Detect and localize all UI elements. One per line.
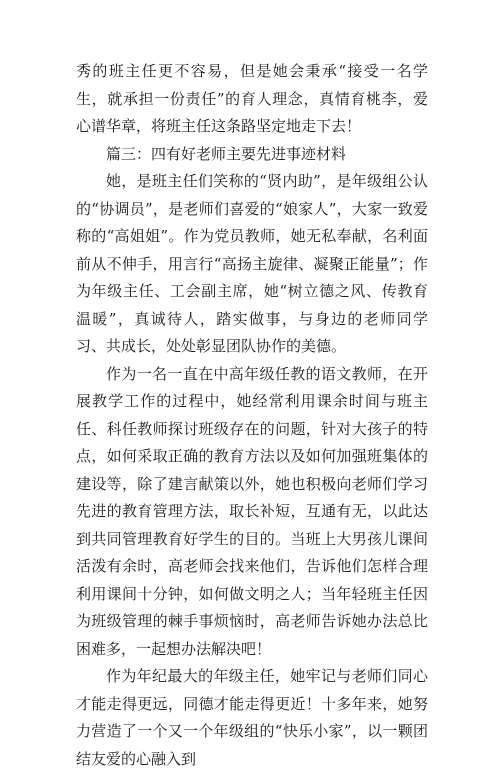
paragraph-leadership: 作为年纪最大的年级主任，她牢记与老师们同心才能走得更远，同德才能走得更近！十多年来，她努力营造了一个又一个年级组的“快乐小家”，以一颗团结友爱的心融入到 [76,667,428,768]
paragraph-teaching: 作为一名一直在中高年级任教的语文教师，在开展教学工作的过程中，她经常利用课余时间与班主任、科任教师探讨班级存在的问题，针对大孩子的特点，如何采取正确的教育方法以及如何加强班集体的建设等，除了建言献策以外，她也积极向老师们学习先进的教育管理方法，取长补短，互通有无，以此达到共同管理教育好学生的目的。当班上大男孩儿课间活泼有余时，高老师会找来他们，告诉他们怎样合理利用课间十分钟，如何做文明之人；当年轻班主任因为班级管理的棘手事烦恼时，高老师告诉她办法总比困难多，一起想办法解决吧！ [76,364,428,658]
document-body [76,58,428,773]
section-heading: 篇三：四有好老师主要先进事迹材料 [106,144,347,163]
paragraph-intro: 她，是班主任们笑称的“贤内助”，是年级组公认的“协调员”，是老师们喜爱的“娘家人”，大家一致爱称的“高姐姐”。作为党员教师，她无私奉献，名利面前从不伸手，用言行“高扬主旋律、凝聚正能量”；作为年级主任、工会副主席，她“树立德之风、传教育温暖”，真诚待人，踏实做事，与身边的老师同学习、共成长，处处彰显团队协作的美德。 [76,172,428,355]
paragraph-continuation: 秀的班主任更不容易，但是她会秉承“接受一名学生，就承担一份责任”的育人理念，真情育桃李，爱心谱华章，将班主任这条路坚定地走下去！ [76,62,428,135]
